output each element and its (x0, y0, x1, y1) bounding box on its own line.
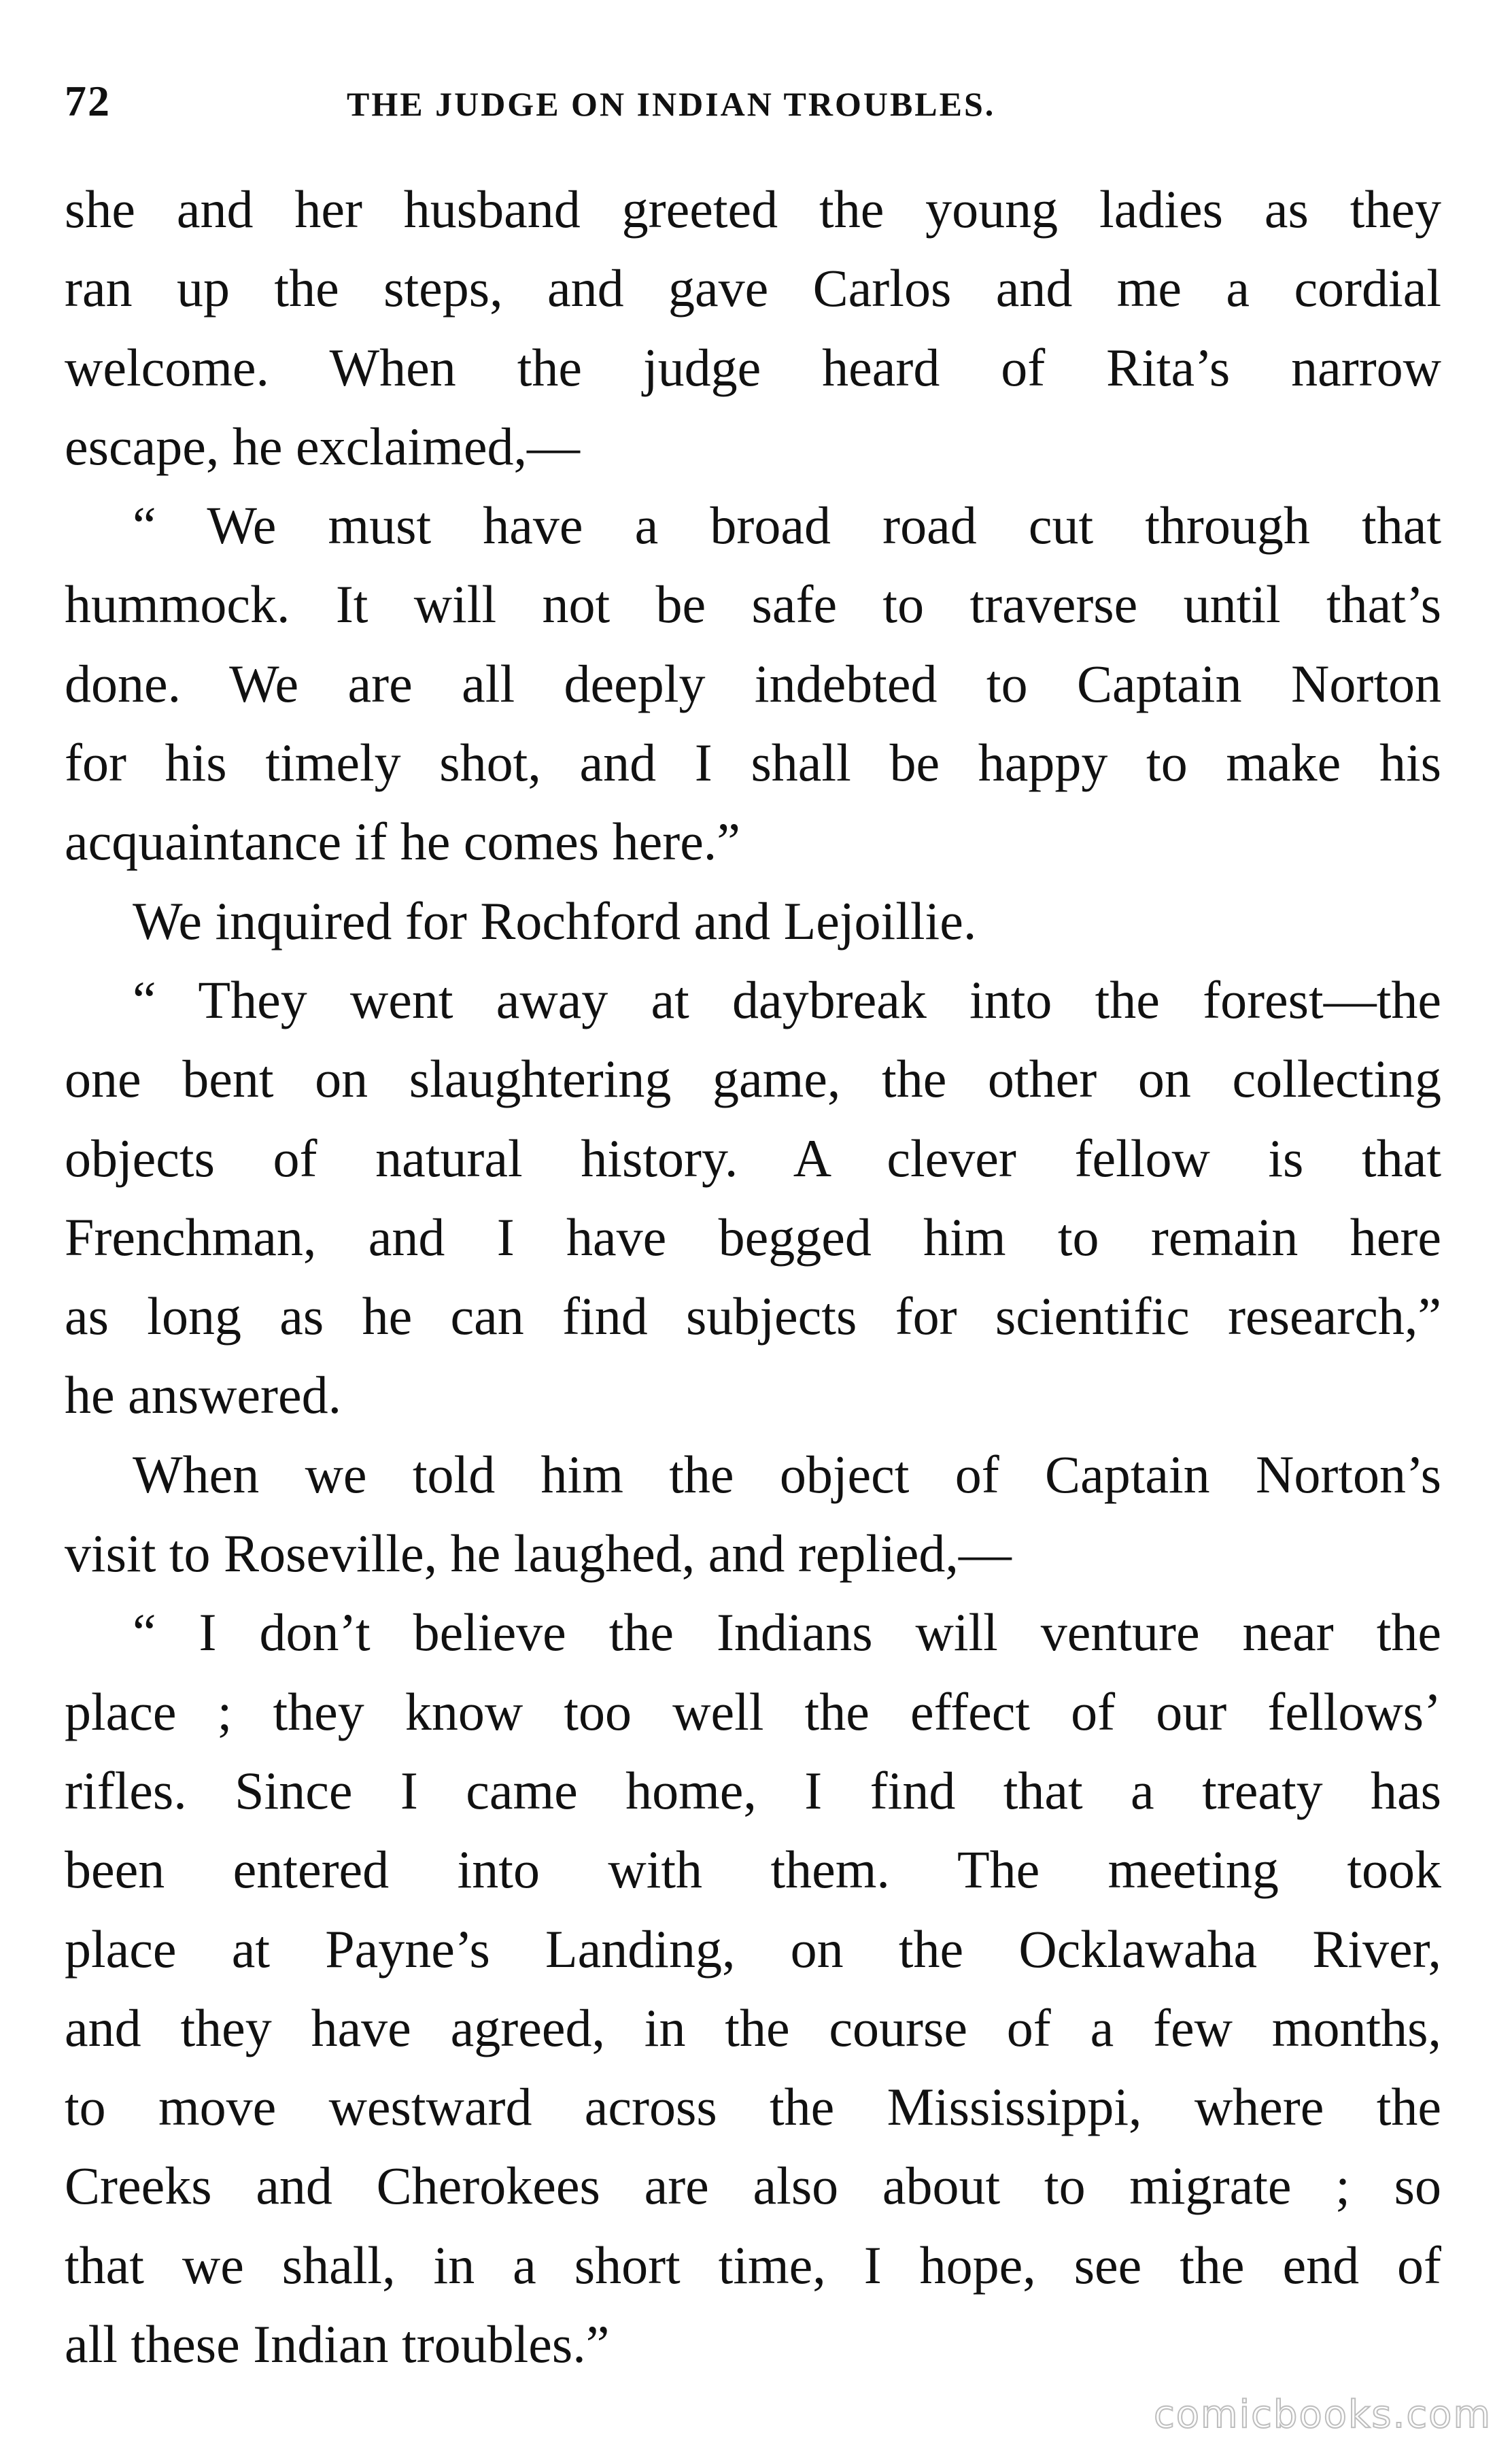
text-line: Creeks and Cherokees are also about to migrate ; so (65, 2156, 1441, 2216)
text-line: welcome. When the judge heard of Rita’s narrow (65, 337, 1441, 397)
text-line: she and her husband greeted the young ladies as they (65, 179, 1441, 239)
text-line: place at Payne’s Landing, on the Ocklawaha River, (65, 1919, 1441, 1979)
text-line: for his timely shot, and I shall be happy to make his (65, 733, 1441, 793)
text-line: Frenchman, and I have begged him to remain here (65, 1207, 1441, 1267)
text-line: acquaintance if he comes here.” (65, 812, 740, 872)
text-line: been entered into with them. The meeting took (65, 1840, 1441, 1900)
text-line: “ We must have a broad road cut through that (133, 496, 1441, 555)
running-title: THE JUDGE ON INDIAN TROUBLES. (347, 85, 996, 123)
text-line: visit to Roseville, he laughed, and replied,— (65, 1524, 1012, 1584)
watermark: comicbooks.com (1153, 2393, 1492, 2437)
text-line: one bent on slaughtering game, the other on collecting (65, 1049, 1441, 1109)
text-line: to move westward across the Mississippi, where the (65, 2077, 1441, 2137)
text-line: rifles. Since I came home, I find that a treaty has (65, 1760, 1441, 1820)
text-line: that we shall, in a short time, I hope, see the end of (65, 2235, 1441, 2295)
text-line: as long as he can find subjects for scientific research,” (65, 1286, 1441, 1346)
text-line: “ They went away at daybreak into the forest—the (133, 970, 1441, 1029)
body-text (65, 170, 1441, 2384)
text-line: objects of natural history. A clever fellow is that (65, 1128, 1441, 1188)
text-line: When we told him the object of Captain Norton’s (133, 1444, 1441, 1504)
text-line: all these Indian troubles.” (65, 2314, 610, 2374)
page-header (65, 76, 1438, 137)
text-line: escape, he exclaimed,— (65, 416, 580, 476)
text-line: place ; they know too well the effect of our fellows’ (65, 1681, 1441, 1741)
page-number: 72 (65, 77, 111, 125)
text-line: he answered. (65, 1365, 342, 1425)
text-line: done. We are all deeply indebted to Captain Norton (65, 653, 1441, 713)
text-line: and they have agreed, in the course of a few months, (65, 1998, 1441, 2057)
text-line: “ I don’t believe the Indians will venture near the (133, 1603, 1441, 1662)
text-line: We inquired for Rochford and Lejoillie. (133, 891, 977, 951)
text-line: hummock. It will not be safe to traverse until that’s (65, 575, 1441, 634)
text-line: ran up the steps, and gave Carlos and me a cordial (65, 258, 1441, 318)
